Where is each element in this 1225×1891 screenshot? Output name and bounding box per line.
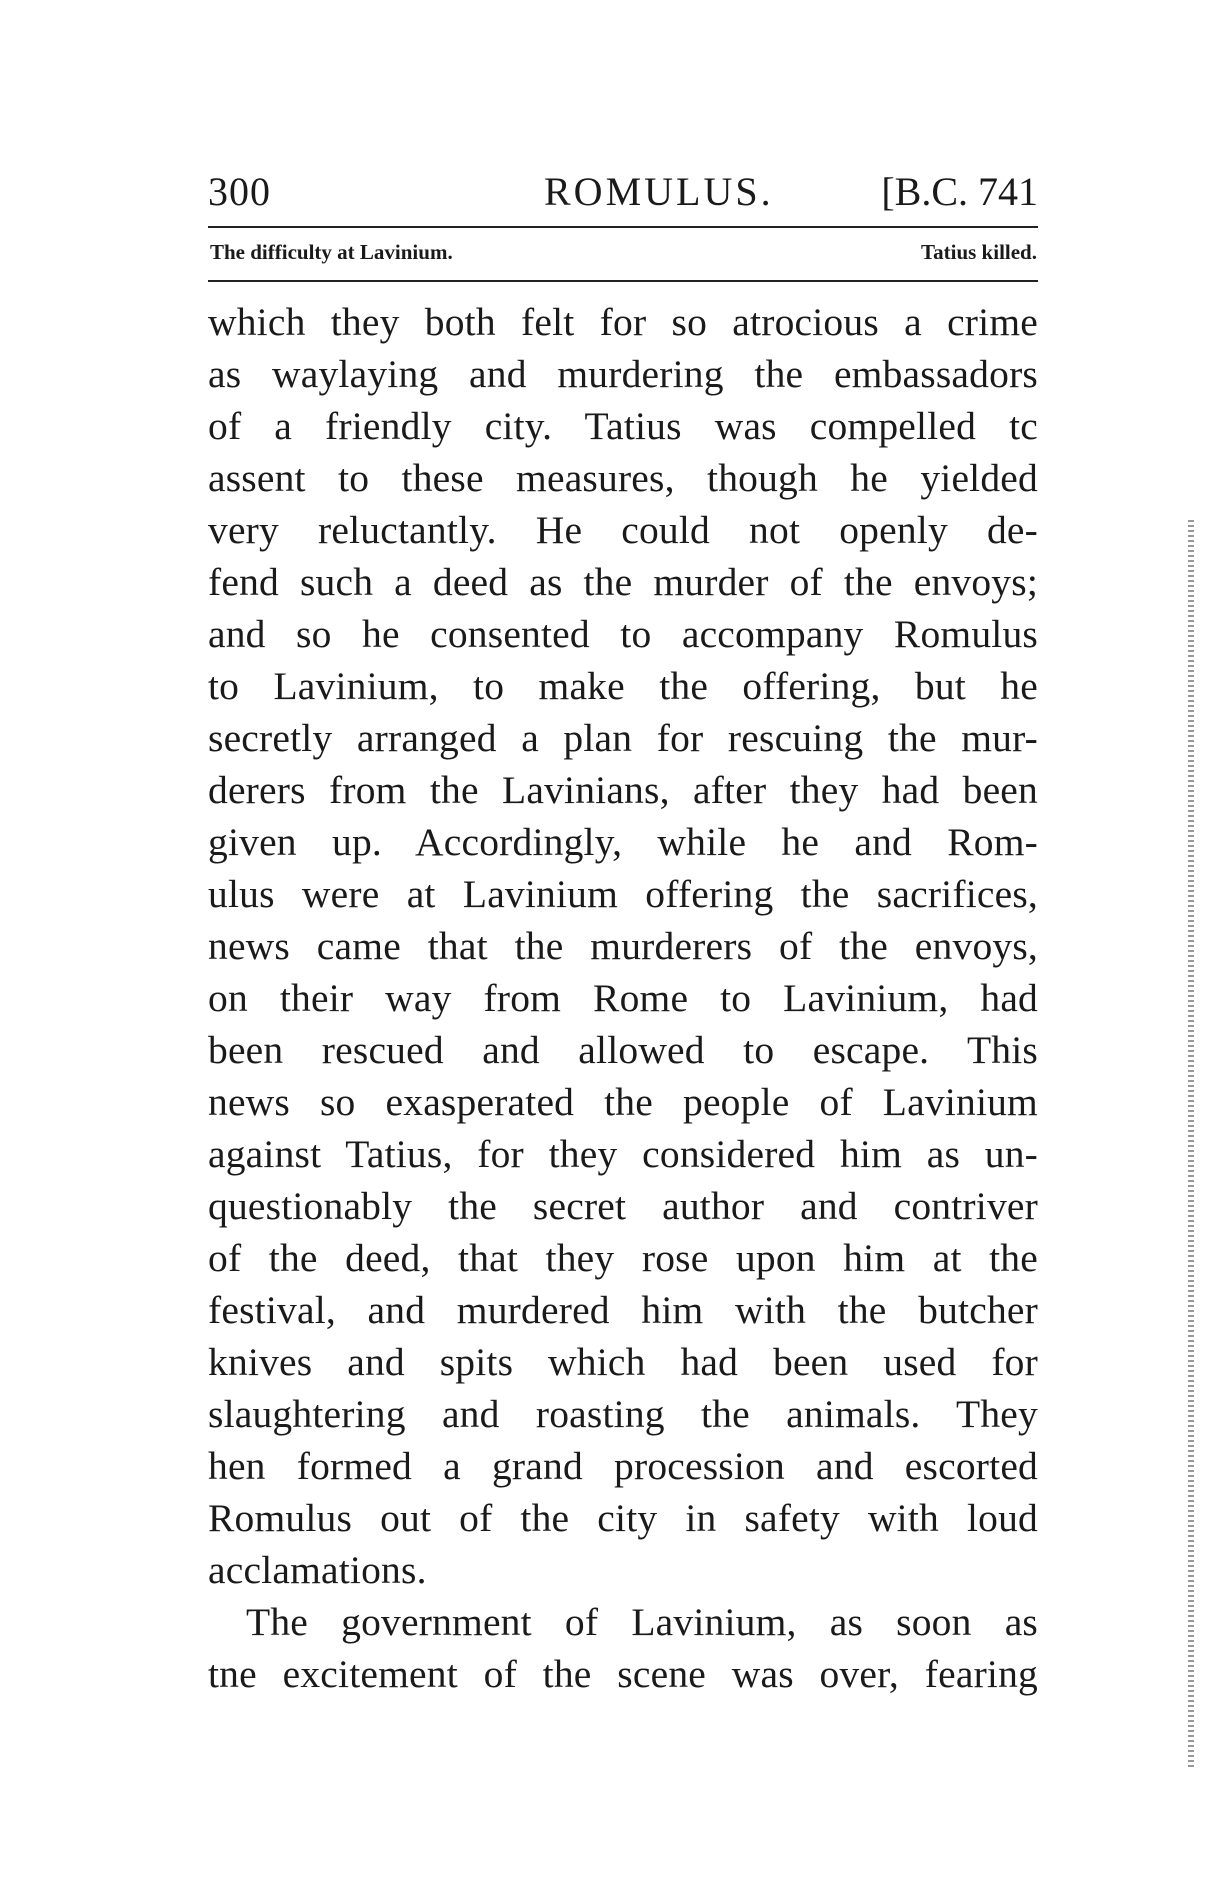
text-line: given up. Accordingly, while he and Rom- xyxy=(208,820,1038,864)
text-line: slaughtering and roasting the animals. They xyxy=(208,1392,1038,1436)
running-title: ROMULUS. xyxy=(544,169,774,214)
text-line: assent to these measures, though he yielded xyxy=(208,456,1038,500)
text-line: to Lavinium, to make the offering, but he xyxy=(208,664,1038,708)
text-line: of the deed, that they rose upon him at the xyxy=(208,1236,1038,1280)
text-line: acclamations. xyxy=(208,1548,427,1592)
text-line: tne excitement of the scene was over, fearing xyxy=(208,1652,1038,1696)
text-line: as waylaying and murdering the embassadors xyxy=(208,352,1038,396)
text-line: news came that the murderers of the envoys, xyxy=(208,924,1038,968)
text-line: secretly arranged a plan for rescuing the mur- xyxy=(208,716,1038,760)
text-line: knives and spits which had been used for xyxy=(208,1340,1038,1384)
text-line: and so he consented to accompany Romulus xyxy=(208,612,1038,656)
page-edge-scan-marks xyxy=(1188,520,1194,1770)
header-rule-bottom xyxy=(208,280,1038,282)
text-line: of a friendly city. Tatius was compelled tc xyxy=(208,404,1038,448)
text-line: hen formed a grand procession and escorted xyxy=(208,1444,1038,1488)
running-head xyxy=(208,168,1038,218)
text-line: which they both felt for so atrocious a crime xyxy=(208,300,1038,344)
text-line: festival, and murdered him with the butcher xyxy=(208,1288,1038,1332)
page-number: 300 xyxy=(208,169,271,214)
header-rule-top xyxy=(208,226,1038,228)
body-text xyxy=(208,296,1038,1700)
text-line: fend such a deed as the murder of the envoys; xyxy=(208,560,1038,604)
text-line: Romulus out of the city in safety with loud xyxy=(208,1496,1038,1540)
text-line: been rescued and allowed to escape. This xyxy=(208,1028,1038,1072)
text-line: very reluctantly. He could not openly de- xyxy=(208,508,1038,552)
text-line: against Tatius, for they considered him as un- xyxy=(208,1132,1038,1176)
text-line: news so exasperated the people of Lavinium xyxy=(208,1080,1038,1124)
text-line: questionably the secret author and contriver xyxy=(208,1184,1038,1228)
sidenote-right: Tatius killed. xyxy=(921,240,1037,264)
text-line: on their way from Rome to Lavinium, had xyxy=(208,976,1038,1020)
text-line: derers from the Lavinians, after they had been xyxy=(208,768,1038,812)
text-line-paragraph-start: The government of Lavinium, as soon as xyxy=(246,1600,1038,1644)
text-line: ulus were at Lavinium offering the sacrifices, xyxy=(208,872,1038,916)
sidenote-left: The difficulty at Lavinium. xyxy=(210,240,453,264)
date-range: [B.C. 741 xyxy=(881,169,1038,214)
